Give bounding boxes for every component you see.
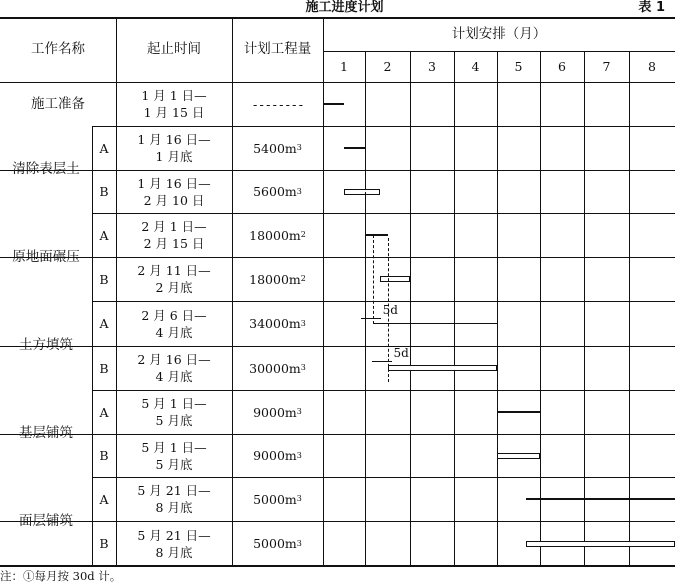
quantity-value: 5600m (253, 184, 297, 199)
period-cell: 5 月 21 日— 8 月底 (137, 527, 211, 560)
schedule-bar-line (526, 498, 675, 499)
quantity-cell: 30000m 3 (249, 360, 306, 376)
period-cell: 5 月 1 日— 5 月底 (141, 439, 207, 472)
period-cell: 5 月 1 日— 5 月底 (141, 396, 207, 428)
group-name: 土方填筑 (19, 337, 73, 353)
group-name: 面层铺筑 (19, 513, 73, 529)
sub-item-label: B (99, 448, 109, 463)
lag-arrow (372, 361, 392, 362)
col-rule-schedule (323, 17, 324, 566)
group-name: 清除表层土 (12, 161, 80, 177)
quantity-value: 5000m (253, 536, 297, 551)
schedule-bar-box (497, 453, 540, 459)
quantity-cell: 5000m 3 (253, 536, 302, 551)
sub-item-label: A (99, 227, 109, 243)
sub-item-label: A (99, 316, 109, 331)
col-rule-month (629, 51, 630, 566)
sub-item-label: A (99, 491, 109, 507)
period-cell: 5 月 21 日— 8 月底 (137, 483, 211, 515)
period-cell: 2 月 1 日— 2 月 15 日 (141, 219, 207, 251)
schedule-bar-line (323, 103, 344, 104)
quantity-value: 9000m (253, 448, 297, 463)
sub-item-label: B (99, 184, 109, 199)
schedule-bar-line (365, 234, 388, 235)
lag-annotation: 5d (393, 346, 409, 360)
schedule-bar-box (380, 276, 410, 282)
sub-item-label: B (99, 360, 109, 376)
col-rule-month (540, 51, 541, 566)
sub-item-label: A (99, 140, 109, 156)
header-month-5: 5 (514, 59, 523, 74)
quantity-cell: 9000m 3 (253, 404, 302, 420)
quantity-cell: 5400m 3 (253, 140, 302, 156)
group-name: 基层铺筑 (19, 425, 73, 441)
header-quantity: 计划工程量 (243, 41, 312, 57)
table-label: 表 1 (638, 0, 665, 15)
quantity-cell: 34000m 3 (249, 316, 306, 331)
schedule-bar-box (526, 541, 675, 547)
header-month-7: 7 (602, 59, 611, 74)
quantity-cell: 18000m 2 (249, 227, 306, 243)
col-rule-month (454, 51, 455, 566)
page-title: 施工进度计划 (305, 0, 384, 15)
header-period: 起止时间 (147, 41, 201, 57)
header-month-4: 4 (471, 59, 480, 74)
sub-item-label: A (99, 404, 109, 420)
header-month-6: 6 (558, 59, 566, 74)
quantity-cell (232, 82, 323, 126)
quantity-value: 5400m (253, 140, 297, 156)
header-work-name: 工作名称 (31, 41, 85, 57)
dependency-dashed-line (373, 235, 374, 324)
schedule-bar-line (344, 147, 365, 148)
quantity-cell: 5600m 3 (253, 184, 302, 199)
quantity-value: 34000m (249, 316, 301, 331)
period-cell: 2 月 11 日— 2 月底 (137, 263, 211, 295)
quantity-value: 18000m (249, 227, 301, 243)
period-cell: 1 月 1 日— 1 月 15 日 (141, 88, 207, 120)
footnote: 注：①每月按 30d 计。 (0, 569, 122, 583)
lag-annotation: 5d (382, 303, 398, 317)
header-schedule: 计划安排（月） (451, 25, 547, 42)
period-cell: 2 月 16 日— 4 月底 (137, 352, 211, 384)
quantity-value: 30000m (249, 360, 301, 376)
lag-arrow (361, 318, 381, 319)
col-rule-month (497, 51, 498, 566)
quantity-value: -------- (251, 96, 304, 112)
quantity-cell: 5000m 3 (253, 491, 302, 507)
schedule-bar-line (373, 323, 497, 324)
dependency-dashed-line (365, 192, 366, 377)
quantity-value: 18000m (249, 271, 301, 287)
sub-item-label: B (99, 271, 109, 287)
schedule-bar-line (497, 411, 540, 412)
col-rule-month (410, 51, 411, 566)
group-name: 原地面碾压 (12, 248, 80, 265)
schedule-bar-box (388, 365, 498, 371)
header-month-8: 8 (648, 59, 656, 74)
group-name: 施工准备 (31, 95, 85, 112)
schedule-bar-box (344, 189, 380, 195)
quantity-value: 9000m (253, 404, 297, 420)
quantity-cell: 9000m 3 (253, 448, 302, 463)
header-month-1: 1 (340, 59, 348, 74)
period-cell: 1 月 16 日— 1 月底 (137, 132, 211, 164)
period-cell: 1 月 16 日— 2 月 10 日 (137, 175, 211, 208)
header-month-2: 2 (383, 59, 392, 74)
quantity-value: 5000m (253, 491, 297, 507)
sub-item-label: B (99, 536, 109, 551)
period-cell: 2 月 6 日— 4 月底 (141, 307, 207, 340)
col-rule-month (584, 51, 585, 566)
header-month-3: 3 (428, 59, 436, 74)
quantity-cell: 18000m 2 (249, 271, 306, 287)
